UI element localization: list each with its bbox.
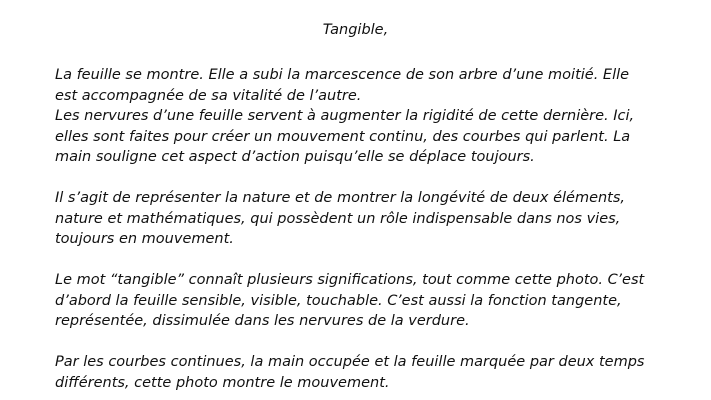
paragraph-line: elles sont faites pour créer un mouvement continu, des courbes qui parlent. La <box>55 128 631 145</box>
paragraph-line: différents, cette photo montre le mouvement. <box>55 374 390 391</box>
paragraph-line: est accompagnée de sa vitalité de l’autre. <box>55 87 362 104</box>
document-title: Tangible, <box>322 22 389 38</box>
paragraph-line: d’abord la feuille sensible, visible, touchable. C’est aussi la fonction tangente, <box>55 292 622 309</box>
paragraph-4 <box>55 352 695 393</box>
paragraph-line: La feuille se montre. Elle a subi la marcescence de son arbre d’une moitié. Elle <box>55 67 630 83</box>
paragraph-line: Le mot “tangible” connaît plusieurs significations, tout comme cette photo. C’est <box>55 272 645 288</box>
paragraph-line: représentée, dissimulée dans les nervures de la verdure. <box>55 313 470 329</box>
paragraph-2 <box>55 188 695 250</box>
paragraph-line: Il s’agit de représenter la nature et de montrer la longévité de deux éléments, <box>55 190 626 206</box>
paragraph-line: Les nervures d’une feuille servent à augmenter la rigidité de cette dernière. Ici, <box>55 108 635 124</box>
paragraph-line: Par les courbes continues, la main occupée et la feuille marquée par deux temps <box>55 354 645 370</box>
paragraph-3 <box>55 270 695 332</box>
paragraph-line: nature et mathématiques, qui possèdent un rôle indispensable dans nos vies, <box>55 210 621 227</box>
paragraph-line: main souligne cet aspect d’action puisqu’elle se déplace toujours. <box>55 149 535 165</box>
paragraph-line: toujours en mouvement. <box>55 231 234 247</box>
paragraph-1 <box>55 65 695 168</box>
